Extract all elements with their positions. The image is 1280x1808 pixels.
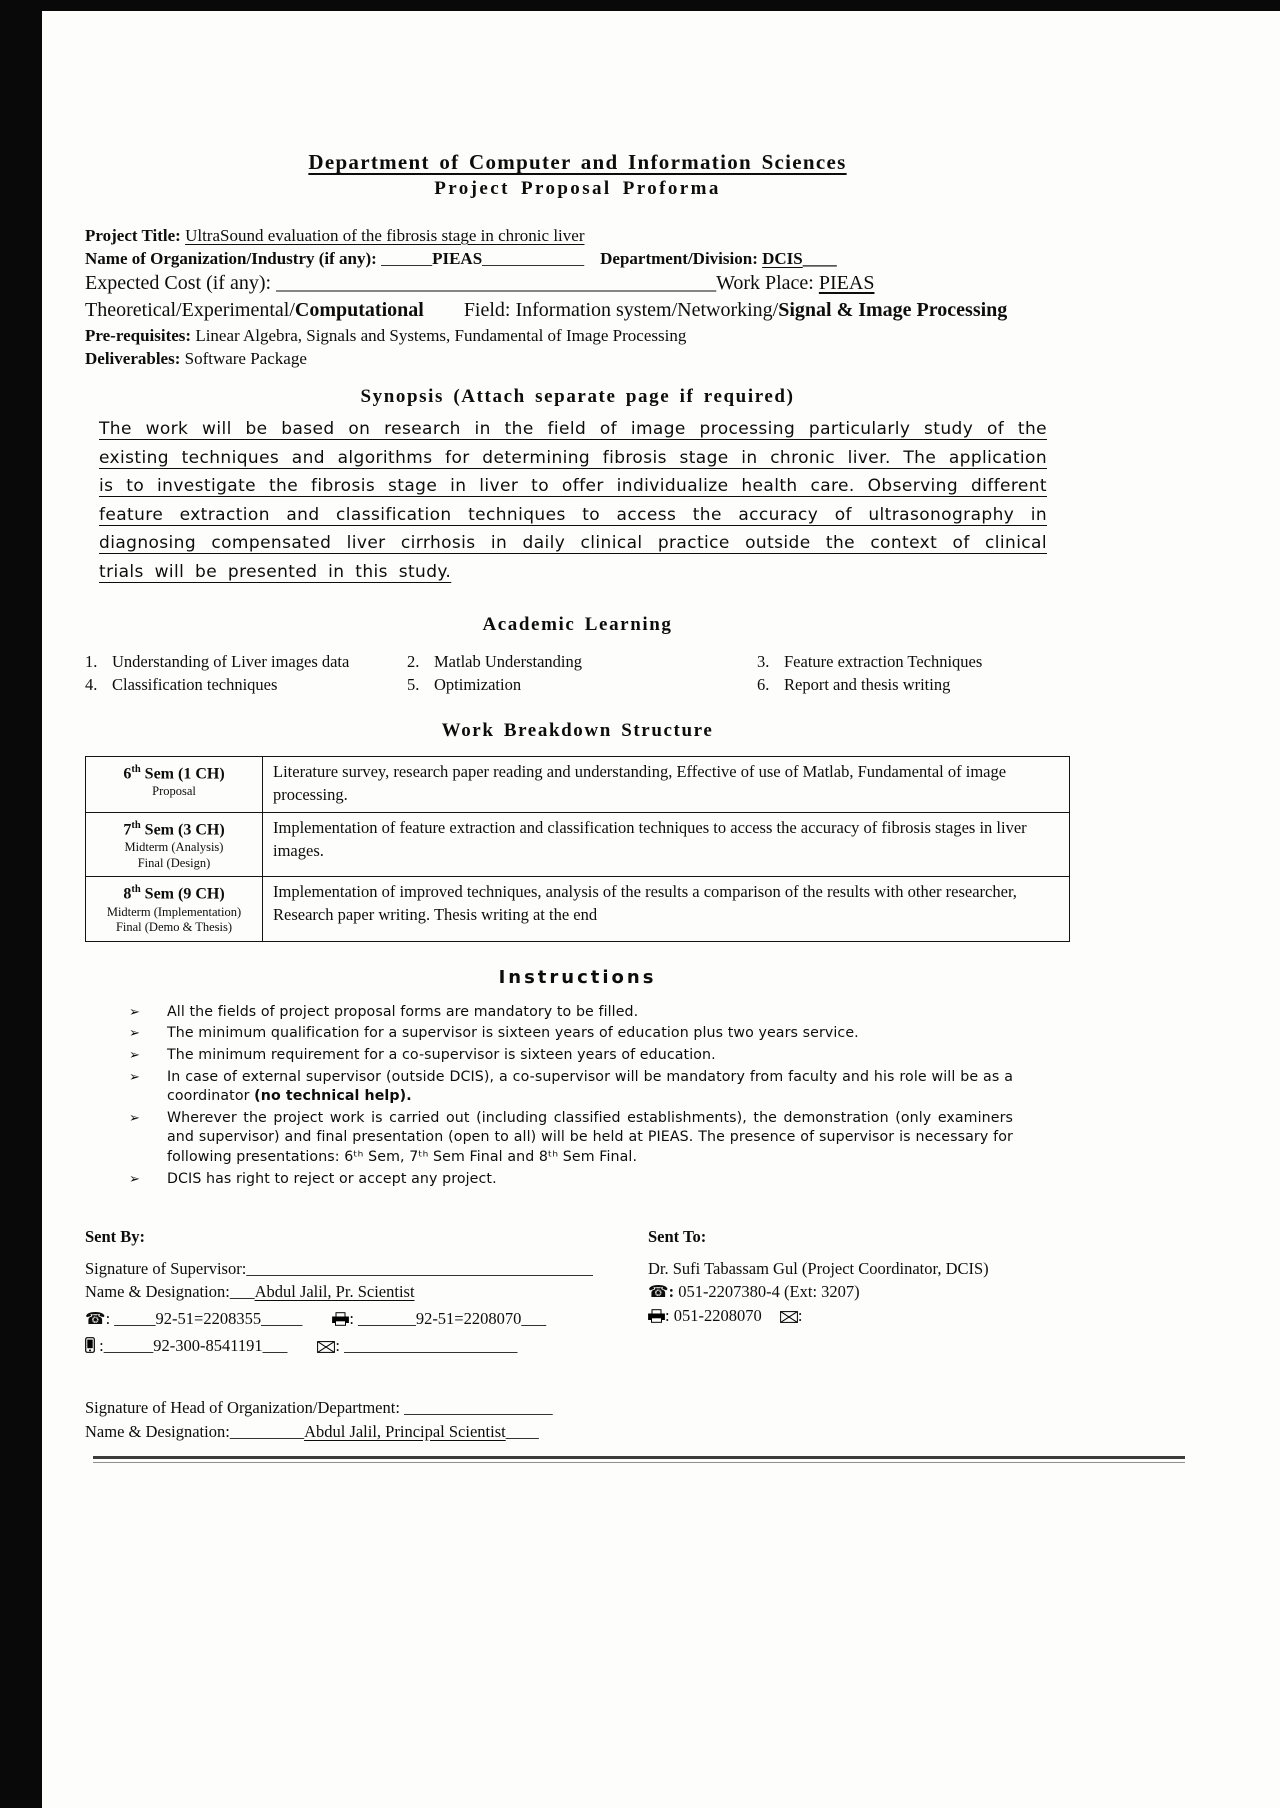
supervisor-phone-value: 92-51=2208355 (155, 1309, 262, 1329)
name-blank: ___ (229, 1282, 255, 1302)
semester-label: 8th Sem (9 CH) (123, 884, 225, 903)
signature-blank: __________________________________________ (246, 1258, 593, 1278)
instruction-text: Wherever the project work is carried out (including classified establishments), the demonstration (only examiners and supervisor) and final presentation (open to all) will be held at PIEAS. The presence of supervisor is necessary for following presentations: 6ᵗʰ Sem, 7ᵗʰ Sem Final and 8ᵗʰ Sem Final. (167, 1110, 1013, 1165)
organization-blank-post: ____________ (482, 249, 585, 268)
document-content (85, 0, 1070, 1463)
list-item (85, 673, 407, 696)
colon: : (349, 1309, 354, 1329)
type-field-line (85, 297, 1070, 324)
item-text: Matlab Understanding (434, 652, 583, 671)
sent-by-block (85, 1227, 648, 1359)
workplace-value: PIEAS (818, 272, 875, 294)
field-plain: Information system/Networking/ (515, 299, 779, 321)
list-item (129, 1068, 1013, 1107)
head-signature-label: Signature of Head of Organization/Department: (85, 1397, 400, 1417)
list-item (757, 650, 1070, 673)
instruction-text: DCIS has right to reject or accept any project. (167, 1170, 497, 1187)
scan-edge-left (0, 0, 42, 1808)
semester-milestone: Final (Design) (137, 855, 211, 870)
supervisor-mobile-value: 92-300-8541191 (153, 1336, 263, 1356)
wbs-table (85, 756, 1070, 942)
academic-learning-heading: Academic Learning (482, 614, 673, 635)
item-number: 4. (85, 675, 98, 694)
item-number: 2. (407, 652, 420, 671)
phone-icon: ☎ (85, 1309, 106, 1329)
academic-learning-list (85, 650, 1070, 696)
colon: : (99, 1336, 104, 1356)
instructions-heading: Instructions (498, 966, 657, 988)
signature-label: Signature of Supervisor: (85, 1258, 247, 1278)
supervisor-signature-line (85, 1258, 648, 1280)
semester-milestone: Final (Demo & Thesis) (115, 920, 233, 935)
coordinator-phone-line (648, 1281, 1070, 1303)
academic-column-1 (85, 650, 407, 696)
arrow-bullet-icon: ➢ (129, 1111, 140, 1127)
supervisor-fax-value: 92-51=2208070 (415, 1309, 522, 1329)
bottom-double-rule (93, 1456, 1185, 1463)
footer-signature-block (85, 1397, 1070, 1443)
fax-blank-pre: _______ (358, 1309, 416, 1329)
organization-line (85, 247, 1070, 270)
instruction-text: In case of external supervisor (outside DCIS), a co-supervisor will be mandatory from faculty and his role will be as a coordinator (no technical help). (167, 1069, 1013, 1105)
department-blank: ____ (802, 249, 837, 268)
list-item (129, 1170, 1013, 1189)
semester-milestone: Proposal (152, 784, 196, 799)
list-item (85, 650, 407, 673)
sent-to-heading: Sent To: (648, 1226, 707, 1246)
list-item (407, 673, 757, 696)
instruction-text: The minimum qualification for a supervisor is sixteen years of education plus two years service. (167, 1025, 859, 1042)
item-number: 5. (407, 675, 420, 694)
item-number: 1. (85, 652, 98, 671)
arrow-bullet-icon: ➢ (129, 1004, 140, 1020)
supervisor-mobile-email-line (85, 1335, 648, 1357)
list-item (129, 1024, 1013, 1043)
email-segment (780, 1306, 803, 1325)
item-text: Feature extraction Techniques (784, 652, 983, 671)
list-item (129, 1003, 1013, 1022)
academic-column-3 (757, 650, 1070, 696)
fax-blank-post: ___ (521, 1309, 547, 1329)
email-segment (317, 1336, 517, 1355)
deliverables-value: Software Package (184, 349, 307, 368)
mobile-blank-post: ___ (262, 1336, 288, 1356)
project-title-label: Project Title: (85, 226, 181, 245)
synopsis-heading: Synopsis (Attach separate page if required) (360, 386, 795, 407)
colon: : (668, 1282, 675, 1302)
fax-icon (648, 1309, 665, 1323)
form-header-section (85, 224, 1070, 370)
page-title: Project Proposal Proforma (434, 178, 721, 199)
wbs-semester-cell (86, 877, 263, 940)
envelope-icon (780, 1311, 798, 1323)
semester-milestone: Midterm (Implementation) (106, 904, 242, 919)
colon: : (335, 1336, 340, 1356)
supervisor-phone-fax-line (85, 1308, 648, 1330)
list-item (129, 1046, 1013, 1065)
semester-label: 7th Sem (3 CH) (123, 820, 225, 839)
contact-section (85, 1227, 1070, 1359)
table-row (86, 813, 1069, 877)
item-text: Report and thesis writing (784, 675, 951, 694)
department-title: Department of Computer and Information Sciences (308, 150, 847, 174)
mobile-blank-pre: ______ (103, 1336, 154, 1356)
prerequisites-value: Linear Algebra, Signals and Systems, Fundamental of Image Processing (195, 326, 687, 345)
synopsis-text: The work will be based on research in the field of image processing particularly study of the existing techniques and algorithms for determining fibrosis stage in chronic liver. The application is to investigate the fibrosis stage in liver to offer individualize health care. Observing different feature extraction and classification techniques to access the accuracy of ultrasonography in diagnosing compensated liver cirrhosis in daily clinical practice outside the context of clinical trials will be presented in this study. (99, 419, 1047, 582)
item-number: 6. (757, 675, 770, 694)
item-text: Classification techniques (112, 675, 278, 694)
project-type-selected: Computational (294, 299, 424, 321)
deliverables-label: Deliverables: (85, 349, 181, 368)
sent-to-block (648, 1227, 1070, 1359)
table-row (86, 757, 1069, 813)
coordinator-fax-line (648, 1305, 1070, 1327)
wbs-semester-cell (86, 757, 263, 812)
project-type-plain: Theoretical/Experimental/ (85, 299, 295, 321)
project-title-value: UltraSound evaluation of the fibrosis stage in chronic liver (185, 226, 585, 245)
sent-by-heading: Sent By: (85, 1226, 146, 1246)
coordinator-phone-value: 051-2207380-4 (Ext: 3207) (678, 1282, 860, 1302)
workplace-label: Work Place: (716, 272, 814, 294)
list-item (129, 1109, 1013, 1167)
table-row (86, 877, 1069, 940)
organization-blank-pre: ______ (381, 249, 433, 268)
instruction-text: The minimum requirement for a co-supervisor is sixteen years of education. (167, 1047, 716, 1064)
arrow-bullet-icon: ➢ (129, 1026, 140, 1042)
colon: : (665, 1305, 670, 1325)
deliverables-line (85, 347, 1070, 370)
instructions-list (129, 1003, 1013, 1189)
name-label: Name & Designation: (85, 1282, 230, 1302)
mobile-phone-icon (85, 1337, 95, 1353)
cost-workplace-line (85, 270, 1070, 297)
colon: : (105, 1309, 111, 1329)
arrow-bullet-icon: ➢ (129, 1048, 140, 1064)
field-selected: Signal & Image Processing (778, 299, 1008, 321)
phone-blank-pre: _____ (114, 1309, 156, 1329)
arrow-bullet-icon: ➢ (129, 1171, 140, 1187)
organization-value: PIEAS (432, 249, 483, 268)
fax-icon (332, 1312, 349, 1326)
head-name-value: Abdul Jalil, Principal Scientist (304, 1421, 506, 1441)
email-blank: _____________________ (344, 1336, 518, 1356)
head-name-label: Name & Designation: (85, 1421, 230, 1441)
instruction-text: All the fields of project proposal forms are mandatory to be filled. (167, 1003, 639, 1020)
wbs-description-cell: Implementation of feature extraction and classification techniques to access the accuracy of fibrosis stages in liver images. (273, 818, 1027, 860)
field-label: Field: (463, 299, 511, 321)
arrow-bullet-icon: ➢ (129, 1070, 140, 1086)
prerequisites-line (85, 324, 1070, 347)
project-title-line (85, 224, 1070, 247)
supervisor-name-value: Abdul Jalil, Pr. Scientist (254, 1282, 415, 1302)
item-text: Understanding of Liver images data (112, 652, 350, 671)
phone-icon: ☎ (648, 1282, 669, 1302)
prerequisites-label: Pre-requisites: (85, 326, 192, 345)
item-number: 3. (757, 652, 770, 671)
list-item (407, 650, 757, 673)
head-signature-blank: __________________ (404, 1397, 553, 1417)
cost-blank: ____________________________________________ (276, 272, 717, 294)
item-text: Optimization (434, 675, 522, 694)
envelope-icon (317, 1341, 335, 1353)
semester-milestone: Midterm (Analysis) (124, 840, 224, 855)
head-signature-line (85, 1397, 1070, 1419)
organization-label: Name of Organization/Industry (if any): (85, 249, 377, 268)
fax-segment (332, 1309, 546, 1328)
head-name-blank-post: ____ (505, 1421, 539, 1441)
list-item (757, 673, 1070, 696)
wbs-semester-cell (86, 813, 263, 876)
wbs-description-cell: Literature survey, research paper reading and understanding, Effective of use of Matlab, Fundamental of image processing. (273, 762, 1007, 804)
supervisor-name-line (85, 1281, 648, 1303)
coordinator-name-line: Dr. Sufi Tabassam Gul (Project Coordinator, DCIS) (648, 1258, 989, 1278)
head-name-blank-pre: _________ (229, 1421, 305, 1441)
phone-blank-post: _____ (261, 1309, 303, 1329)
colon: : (797, 1305, 803, 1325)
academic-column-2 (407, 650, 757, 696)
semester-label: 6th Sem (1 CH) (123, 764, 225, 783)
coordinator-fax-value: 051-2208070 (673, 1305, 762, 1325)
cost-label: Expected Cost (if any): (85, 272, 272, 294)
wbs-heading: Work Breakdown Structure (441, 720, 714, 741)
head-name-line (85, 1421, 1070, 1443)
department-label: Department/Division: (600, 249, 758, 268)
department-value: DCIS (762, 249, 803, 268)
wbs-description-cell: Implementation of improved techniques, analysis of the results a comparison of the results with other researcher, Research paper writing. Thesis writing at the end (273, 882, 1017, 925)
